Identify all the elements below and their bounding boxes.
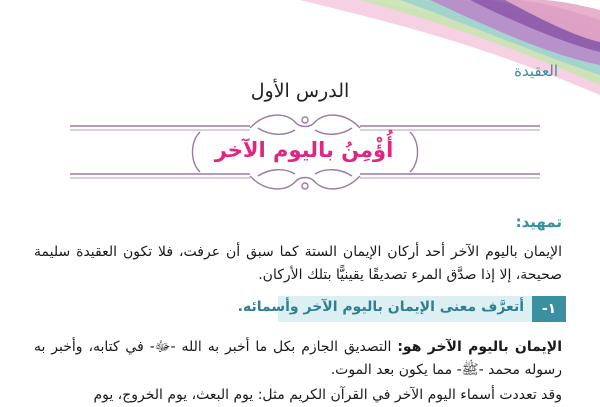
decorative-swoosh bbox=[0, 0, 600, 120]
definition-text: التصديق الجازم بكل ما أخبر به الله -ﷻ- في كتابه، وأخبر به رسوله محمد -ﷺ- مما يكون بعد الموت. bbox=[34, 339, 562, 378]
section-name: العقيدة bbox=[514, 62, 558, 80]
intro-paragraph: الإيمان باليوم الآخر أحد أركان الإيمان الستة كما سبق أن عرفت، فلا تكون العقيدة سليمة صحيحة، إلا إذا صدَّق المرء تصديقًا يقينيًّا بتلك الأركان. bbox=[34, 244, 562, 283]
item-number-badge: ١- bbox=[532, 296, 566, 322]
definition-term: الإيمان باليوم الآخر هو: bbox=[397, 339, 563, 355]
cut-off-line: وقد تعددت أسماء اليوم الآخر في القرآن الكريم مثل: يوم البعث، يوم الخروج، يوم bbox=[93, 387, 562, 403]
lesson-main-title: أُؤْمِنُ باليوم الآخر bbox=[214, 138, 394, 162]
definition-paragraph bbox=[34, 336, 562, 382]
lesson-title: الدرس الأول bbox=[250, 80, 350, 102]
intro-label: تمهيد: bbox=[515, 213, 562, 231]
numbered-heading-text: أتعرَّف معنى الإيمان باليوم الآخر وأسمائه. bbox=[237, 299, 524, 315]
